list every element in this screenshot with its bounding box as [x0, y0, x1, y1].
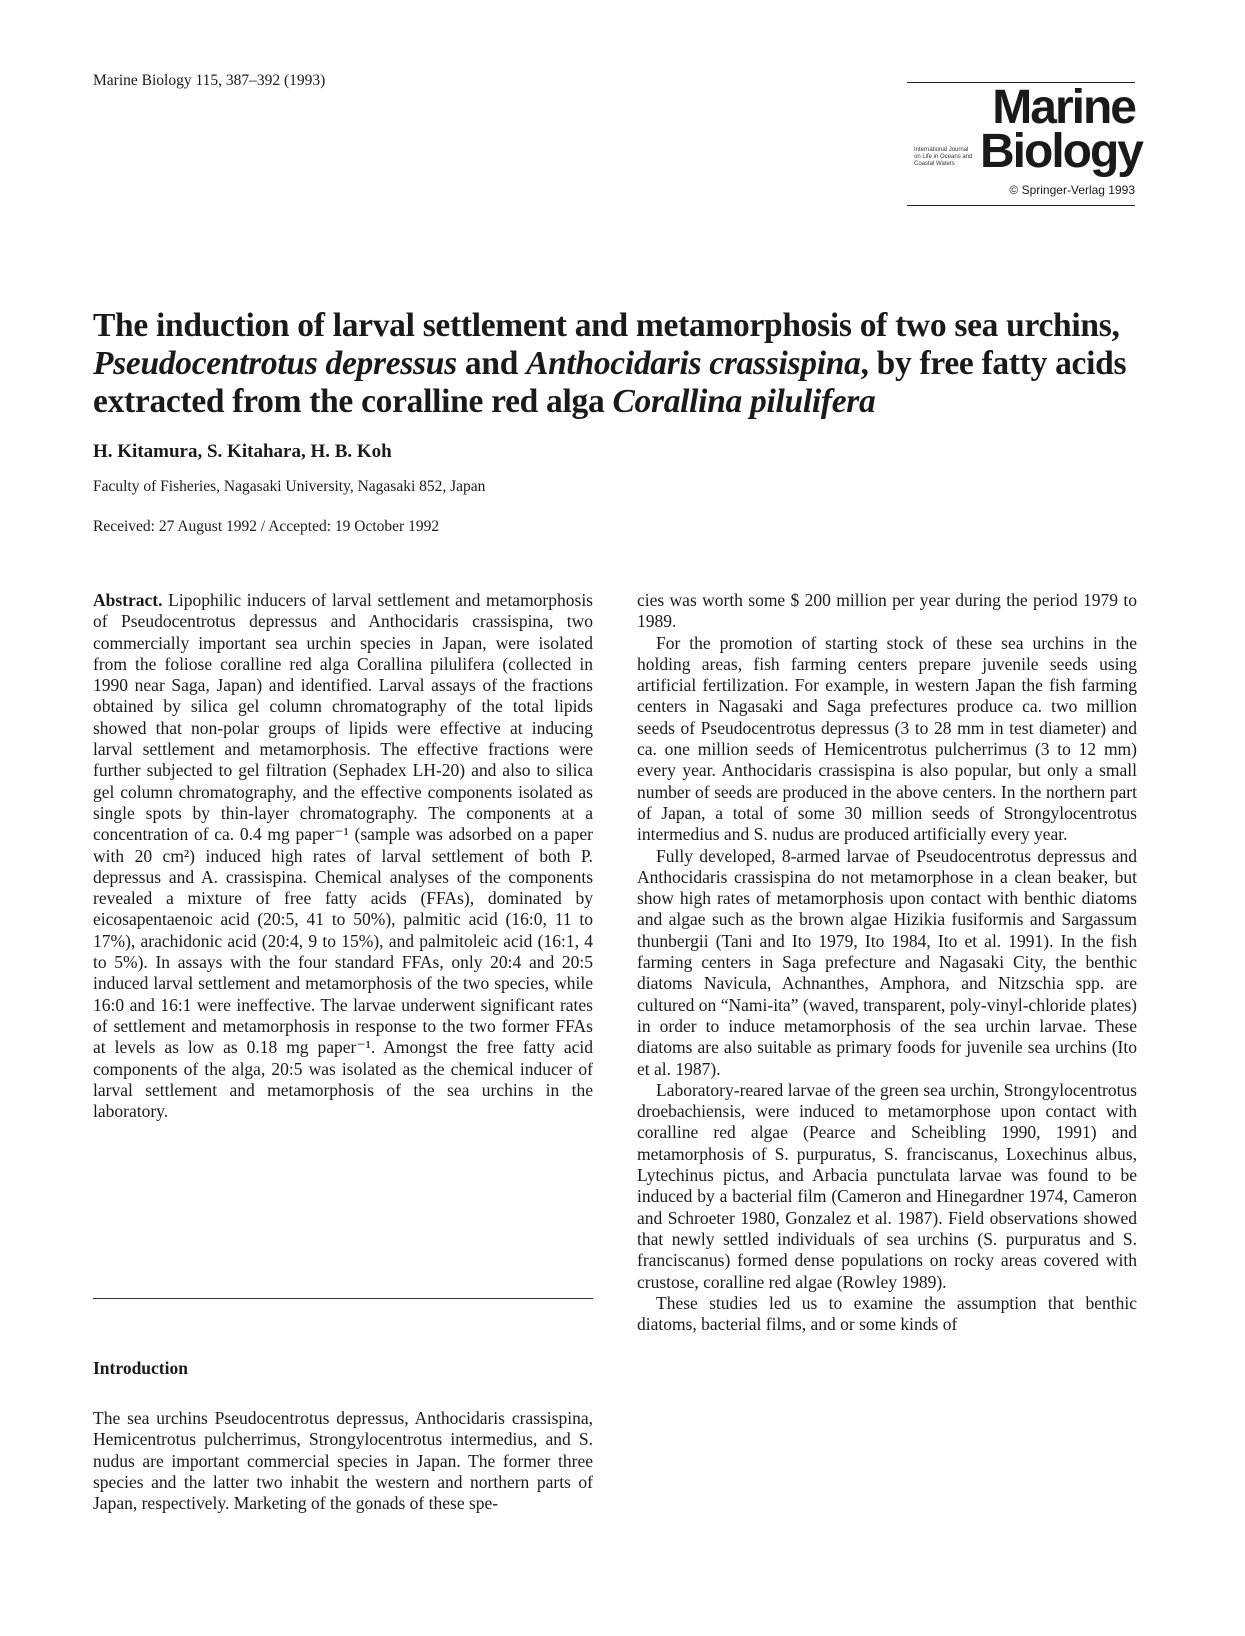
title-species-2: Anthocidaris crassispina	[526, 345, 861, 382]
right-paragraph-continued: cies was worth some $ 200 million per year during the period 1979 to 1989.	[637, 590, 1137, 632]
title-part-1: The induction of larval settlement and metamorphosis of two sea urchins,	[93, 307, 1120, 344]
affiliation: Faculty of Fisheries, Nagasaki University, Nagasaki 852, Japan	[93, 478, 486, 495]
abstract-label: Abstract.	[93, 590, 163, 610]
title-and: and	[456, 345, 527, 382]
right-paragraph-3: Fully developed, 8-armed larvae of Pseudocentrotus depressus and Anthocidaris crassispina do not metamorphose in a clean beaker, but show high rates of metamorphosis upon contact with benthic diatoms and algae such as the brown algae Hizikia fusiformis and Sargassum thunbergii (Tani and Ito 1979, Ito 1984, Ito et al. 1991). In the fish farming centers in Saga prefecture and Nagasaki City, the benthic diatoms Navicula, Achnanthes, Amphora, and Nitzschia spp. are cultured on “Nami-ita” (waved, transparent, poly-vinyl-chloride plates) in order to induce metamorphosis of the sea urchin larvae. These diatoms are also suitable as primary foods for juvenile sea urchins (Ito et al. 1987).	[637, 845, 1137, 1079]
section-divider	[93, 1298, 593, 1299]
logo-bottom-rule	[907, 205, 1135, 206]
abstract-paragraph	[93, 590, 593, 1122]
right-paragraph-2: For the promotion of starting stock of these sea urchins in the holding areas, fish farming centers prepare juvenile seeds using artificial fertilization. For example, in western Japan the fish farming centers in Nagasaki and Saga prefectures produce ca. two million seeds of Pseudocentrotus depressus (3 to 28 mm in test diameter) and ca. one million seeds of Hemicentrotus pulcherrimus (3 to 12 mm) every year. Anthocidaris crassispina is also popular, but only a small number of seeds are produced in the above centers. In the northern part of Japan, a total of some 30 million seeds of Strongylocentrotus intermedius and S. nudus are produced artificially every year.	[637, 632, 1137, 845]
title-species-1: Pseudocentrotus depressus	[93, 345, 457, 382]
introduction-heading: Introduction	[93, 1358, 188, 1378]
right-column	[637, 590, 1137, 1335]
received-accepted-dates: Received: 27 August 1992 / Accepted: 19 October 1992	[93, 518, 440, 535]
abstract-text: Lipophilic inducers of larval settlement and metamorphosis of Pseudocentrotus depressus and Anthocidaris crassispina, two commercially important sea urchin species in Japan, were isolated from the foliose coralline red alga Corallina pilulifera (collected in 1990 near Saga, Japan) and identified. Larval assays of the fractions obtained by silica gel column chromatography of the total lipids showed that non-polar groups of lipids were effective at inducing larval settlement and metamorphosis. The effective fractions were further subjected to gel filtration (Sephadex LH-20) and also to silica gel column chromatography, and the effective components isolated as single spots by thin-layer chromatography. The components at a concentration of ca. 0.4 mg paper⁻¹ (sample was adsorbed on a paper with 20 cm²) induced high rates of larval settlement of both P. depressus and A. crassispina. Chemical analyses of the components revealed a mixture of free fatty acids (FFAs), dominated by eicosapentaenoic acid (20:5, 41 to 50%), palmitic acid (16:0, 11 to 17%), arachidonic acid (20:4, 9 to 15%), and palmitoleic acid (16:1, 4 to 5%). In assays with the four standard FFAs, only 20:4 and 20:5 induced larval settlement and metamorphosis of the two species, while 16:0 and 16:1 were ineffective. The larvae underwent significant rates of settlement and metamorphosis in response to the two former FFAs at levels as low as 0.18 mg paper⁻¹. Amongst the free fatty acid components of the alga, 20:5 was isolated as the chemical inducer of larval settlement and metamorphosis of the sea urchins in the laboratory.	[93, 590, 593, 1122]
article-title	[93, 307, 1138, 421]
copyright-notice: © Springer-Verlag 1993	[1009, 183, 1135, 197]
journal-reference: Marine Biology 115, 387–392 (1993)	[93, 72, 326, 89]
introduction-paragraph-1: The sea urchins Pseudocentrotus depressus, Anthocidaris crassispina, Hemicentrotus pulcherrimus, Strongylocentrotus intermedius, and S. nudus are important commercial species in Japan. The former three species and the latter two inhabit the western and northern parts of Japan, respectively. Marketing of the gonads of these spe-	[93, 1408, 593, 1514]
journal-logo-marine: Marine	[992, 81, 1135, 134]
title-part-2: , by free fatty acids extracted from the coralline red alga	[93, 345, 1127, 420]
right-paragraph-4: Laboratory-reared larvae of the green sea urchin, Strongylocentrotus droebachiensis, were induced to metamorphose upon contact with coralline red algae (Pearce and Scheibling 1990, 1991) and metamorphosis of S. purpuratus, S. franciscanus, Loxechinus albus, Lytechinus pictus, and Arbacia punctulata larvae was found to be induced by a bacterial film (Cameron and Hinegardner 1974, Cameron and Schroeter 1980, Gonzalez et al. 1987). Field observations showed that newly settled individuals of sea urchins (S. purpuratus and S. franciscanus) formed dense populations on rocky areas covered with crustose, coralline red algae (Rowley 1989).	[637, 1079, 1137, 1292]
abstract-block	[93, 590, 593, 1122]
authors: H. Kitamura, S. Kitahara, H. B. Koh	[93, 441, 392, 462]
journal-logo-biology: Biology	[980, 125, 1142, 178]
right-paragraph-5: These studies led us to examine the assumption that benthic diatoms, bacterial films, and or some kinds of	[637, 1292, 1137, 1335]
journal-logo-tagline: International Journal on Life in Oceans and Coastal Waters	[914, 147, 973, 167]
title-species-3: Corallina pilulifera	[612, 383, 876, 420]
